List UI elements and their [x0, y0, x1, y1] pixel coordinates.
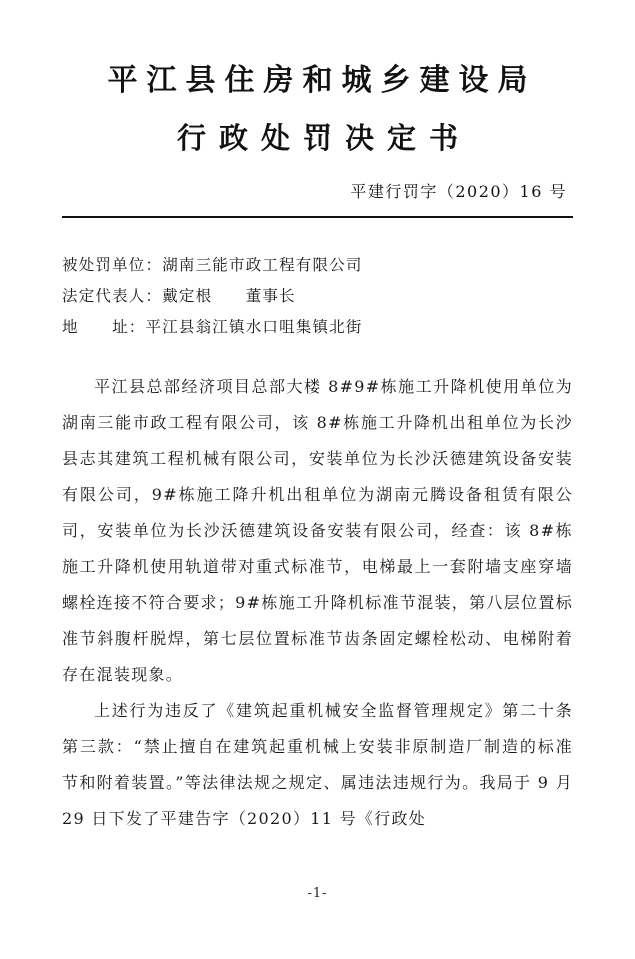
document-page — [0, 62, 635, 959]
document-subtitle: 行政处罚决定书 — [176, 120, 471, 155]
document-body — [62, 369, 573, 837]
header-divider — [62, 216, 573, 218]
page-number: -1- — [307, 886, 328, 901]
legal-representative-row: 法定代表人：戴定根 董事长 — [62, 286, 296, 305]
paragraph-violation: 上述行为违反了《建筑起重机械安全监督管理规定》第二十条第三款：“禁止擅自在建筑起重机械上安装非原制造厂制造的标准节和附着装置。”等法律法规之规定、属违法违规行为。我局于 9 月 29 日下发了平建告字（2020）11 号《行政处 — [62, 700, 573, 828]
punished-unit-row: 被处罚单位：湖南三能市政工程有限公司 — [62, 255, 363, 274]
document-number: 平建行罚字（2020）16 号 — [350, 181, 567, 201]
page-title: 平江县住房和城乡建设局 — [107, 63, 537, 98]
party-info-block — [62, 250, 573, 343]
paragraph-findings: 平江县总部经济项目总部大楼 8#9#栋施工升降机使用单位为湖南三能市政工程有限公司，该 8#栋施工升降机出租单位为长沙县志其建筑工程机械有限公司，安装单位为长沙沃德建筑设备安装有限公司，9#栋施工降升机出租单位为湖南元腾设备租赁有限公司，安装单位为长沙沃德建筑设备安装有限公司，经查：该 8#栋施工升降机使用轨道带对重式标准节，电梯最上一套附墙支座穿墙螺栓连接不符合要求；9#栋施工升降机标准节混装，第八层位置标准节斜腹杆脱焊，第七层位置标准节齿条固定螺栓松动、电梯附着存在混装现象。 — [62, 376, 573, 684]
address-row: 地 址：平江县翁江镇水口咀集镇北街 — [62, 317, 363, 336]
